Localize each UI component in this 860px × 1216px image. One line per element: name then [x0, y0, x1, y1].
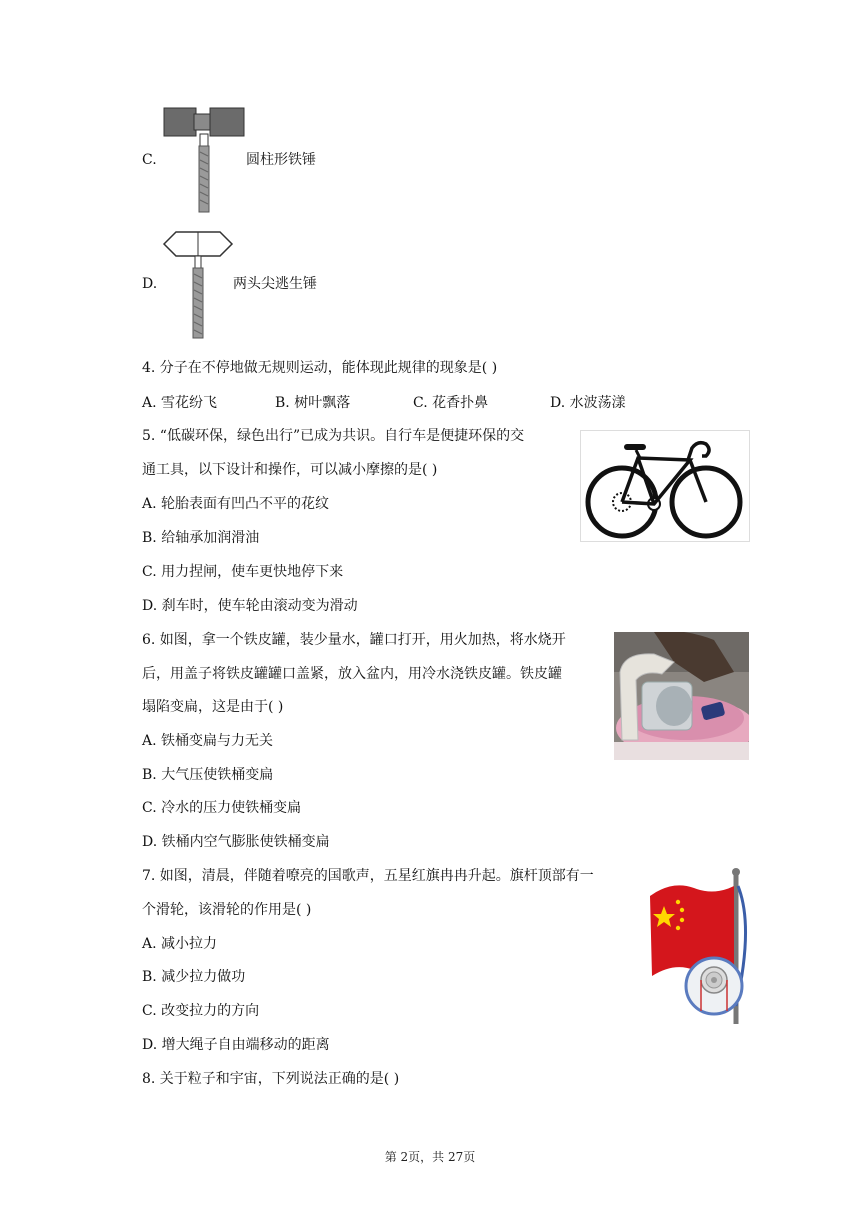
- question-7-option-d: D. 增大绳子自由端移动的距离: [142, 1037, 330, 1053]
- question-7-stem-line-1: 7. 如图，清晨，伴随着嘹亮的国歌声，五星红旗冉冉升起。旗杆顶部有一: [142, 868, 594, 884]
- question-4-option-c: C. 花香扑鼻: [413, 395, 489, 411]
- question-6-stem-line-3: 塌陷变扁，这是由于( ): [142, 699, 284, 715]
- question-5-option-b: B. 给轴承加润滑油: [142, 530, 260, 546]
- question-5-option-d: D. 刹车时，使车轮由滚动变为滑动: [142, 598, 358, 614]
- page-footer: 第 2页，共 27页: [384, 1150, 476, 1164]
- question-7-stem-line-2: 个滑轮，该滑轮的作用是( ): [142, 902, 312, 918]
- question-6-option-a: A. 铁桶变扁与力无关: [142, 733, 274, 749]
- bicycle-figure: [580, 430, 750, 542]
- option-d-letter: D.: [142, 276, 158, 292]
- question-7-option-c: C. 改变拉力的方向: [142, 1003, 260, 1019]
- question-6-option-c: C. 冷水的压力使铁桶变扁: [142, 800, 302, 816]
- question-5-stem-line-2: 通工具，以下设计和操作，可以减小摩擦的是( ): [142, 462, 438, 478]
- question-6-option-b: B. 大气压使铁桶变扁: [142, 767, 274, 783]
- question-4-option-d: D. 水波荡漾: [550, 395, 626, 411]
- question-4-option-b: B. 树叶飘落: [275, 395, 351, 411]
- cylindrical-hammer-figure: [160, 104, 250, 216]
- pointed-hammer-figure: [160, 228, 240, 342]
- option-d-label: 两头尖逃生锤: [233, 276, 317, 292]
- question-6-stem-line-2: 后，用盖子将铁皮罐罐口盖紧，放入盆内，用冷水浇铁皮罐。铁皮罐: [142, 666, 562, 682]
- question-4-stem: 4. 分子在不停地做无规则运动，能体现此规律的现象是( ): [142, 360, 498, 376]
- question-5-option-a: A. 轮胎表面有凹凸不平的花纹: [142, 496, 330, 512]
- option-c-label: 圆柱形铁锤: [246, 152, 316, 168]
- question-6-stem-line-1: 6. 如图，拿一个铁皮罐，装少量水，罐口打开，用火加热，将水烧开: [142, 632, 566, 648]
- question-4-option-a: A. 雪花纷飞: [142, 395, 218, 411]
- question-7-option-a: A. 减小拉力: [142, 936, 218, 952]
- question-7-option-b: B. 减少拉力做功: [142, 969, 246, 985]
- question-5-option-c: C. 用力捏闸，使车更快地停下来: [142, 564, 344, 580]
- option-c-letter: C.: [142, 152, 157, 168]
- question-5-stem-line-1: 5. “低碳环保，绿色出行”已成为共识。自行车是便捷环保的交: [142, 428, 525, 444]
- question-8-stem: 8. 关于粒子和宇宙，下列说法正确的是( ): [142, 1071, 400, 1087]
- flag-pulley-figure: [644, 866, 754, 1026]
- can-in-basin-photo: [614, 632, 749, 760]
- question-6-option-d: D. 铁桶内空气膨胀使铁桶变扁: [142, 834, 330, 850]
